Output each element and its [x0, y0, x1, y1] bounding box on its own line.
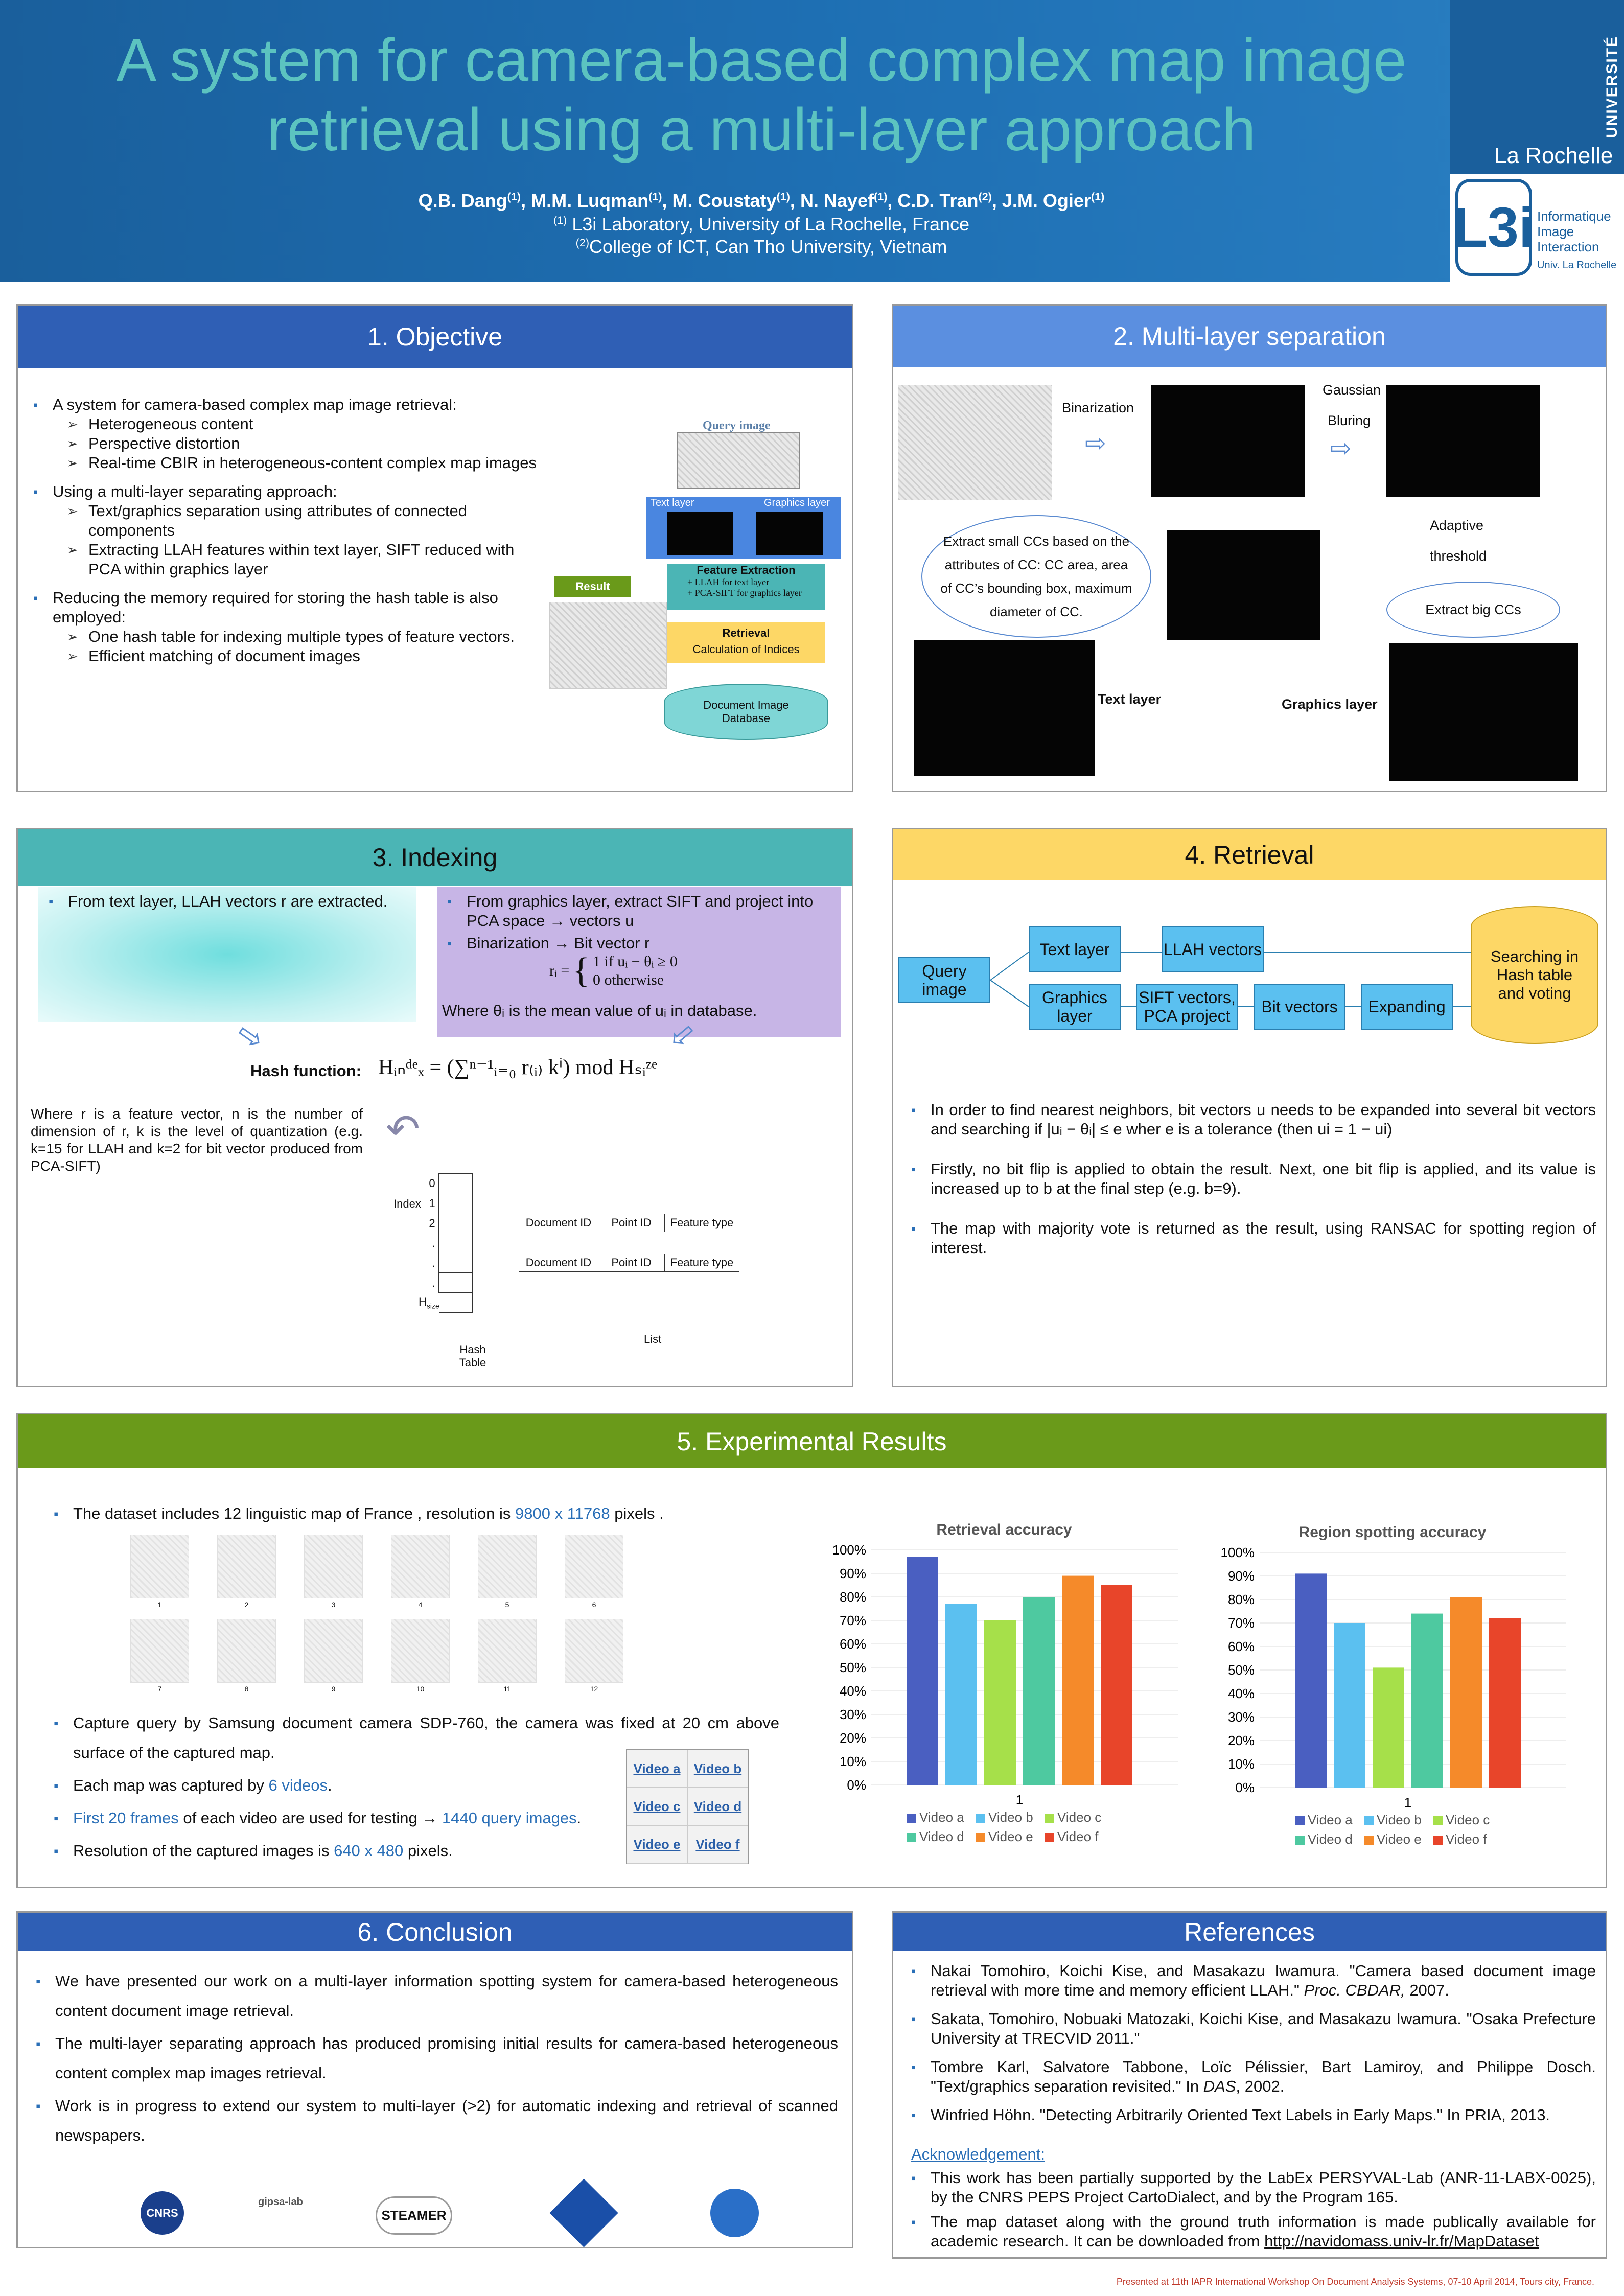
- legend-label: Video c: [1446, 1812, 1490, 1827]
- retrieval-panel: [892, 828, 1607, 1387]
- acknowledgement-item: ▪ This work has been partially supported by the LabEx PERSYVAL-Lab (ANR-11-LABX-0025), by the CNRS PEPS Project CartoDialect, and by the Program 165.: [911, 2168, 1596, 2207]
- query-image-box: Query image: [898, 957, 990, 1003]
- references-heading: References: [893, 1913, 1606, 1951]
- graphics-layer-image: [1389, 643, 1578, 781]
- hash-table-row: .: [442, 1233, 473, 1253]
- y-tick-label: 90%: [839, 1566, 866, 1581]
- graphics-layer-thumb: [756, 512, 823, 555]
- chart-title: Retrieval accuracy: [936, 1521, 1072, 1538]
- legend-swatch: [907, 1833, 916, 1842]
- author-name: J.M. Ogier: [1002, 190, 1091, 211]
- map-thumbnail: 10: [391, 1619, 450, 1693]
- arrow-down-icon: ⇨: [230, 1014, 271, 1058]
- experiments-panel: [16, 1413, 1607, 1888]
- legend-swatch: [1433, 1836, 1443, 1845]
- objective-sub-item: ➢ Extracting LLAH features within text layer, SIFT reduced with PCA within graphics layer: [53, 540, 544, 579]
- references-list: [911, 1961, 1596, 2128]
- chart-title: Region spotting accuracy: [1298, 1524, 1487, 1541]
- legend-swatch: [1295, 1836, 1305, 1845]
- extract-big-callout: Extract big CCs: [1386, 582, 1560, 638]
- conclusion-heading: 6. Conclusion: [18, 1913, 852, 1951]
- y-tick-label: 20%: [839, 1730, 866, 1746]
- author-name: C.D. Tran: [897, 190, 979, 211]
- retrieval-heading: 4. Retrieval: [893, 829, 1606, 880]
- dataset-bullet: [54, 1504, 820, 1526]
- query-image-thumb: [677, 432, 800, 489]
- bar-video-f: [1101, 1585, 1132, 1785]
- y-tick-label: 70%: [1227, 1615, 1255, 1631]
- y-tick-label: 100%: [1220, 1545, 1255, 1560]
- list-row-1: Document ID Point ID Feature type: [519, 1214, 739, 1232]
- objective-sub-item: ➢ Efficient matching of document images: [53, 646, 544, 666]
- video-grid-cell: Video d: [687, 1788, 748, 1825]
- legend-label: Video b: [1377, 1812, 1422, 1827]
- retrieval-bullet: ▪ Firstly, no bit flip is applied to obtain the result. Next, one bit flip is applied, and its value is increased up to b at the final step (e.g. b=9).: [911, 1159, 1596, 1198]
- l3i-logo: L3i: [1455, 179, 1532, 276]
- binarization-label: Binarization: [1062, 400, 1134, 415]
- y-tick-label: 40%: [839, 1683, 866, 1699]
- input-map-image: [898, 385, 1052, 500]
- map-thumbnail: 12: [565, 1619, 623, 1693]
- objective-bullet-3: ▪ Reducing the memory required for storing the hash table is also employed: ➢ One hash table for indexing multiple types of feature vectors. ➢ Efficient matching of document images: [33, 588, 544, 666]
- capture-text: ▪ Capture query by Samsung document camera SDP-760, the camera was fixed at 20 cm above surface of the captured map.: [54, 1708, 779, 1768]
- hash-table-row: .: [442, 1273, 473, 1293]
- video-grid-cell: Video c: [627, 1788, 687, 1825]
- map-thumbnail: 11: [478, 1619, 537, 1693]
- bar-video-a: [1295, 1573, 1327, 1788]
- footer-text: Presented at 11th IAPR International Workshop On Document Analysis Systems, 07-10 April 2014, Tours city, France.: [1116, 2277, 1594, 2287]
- objective-panel: [16, 304, 853, 792]
- y-tick-label: 30%: [1227, 1709, 1255, 1725]
- y-tick-label: 40%: [1227, 1686, 1255, 1701]
- author-name: M. Coustaty: [672, 190, 777, 211]
- bar-video-d: [1023, 1597, 1055, 1785]
- expanding-box: Expanding: [1361, 984, 1453, 1030]
- conclusion-bullets: [36, 1966, 838, 2153]
- legend-swatch: [1364, 1816, 1374, 1825]
- objective-sub-item: ➢ Real-time CBIR in heterogeneous-content complex map images: [53, 453, 544, 473]
- hash-table-row: 2: [442, 1213, 473, 1233]
- hash-table: [419, 1173, 473, 1313]
- indexing-box2-bullet: ▪ Binarization → Bit vector r: [447, 934, 830, 953]
- bit-vectors-box: Bit vectors: [1254, 984, 1345, 1030]
- map-thumbnail: 1: [130, 1535, 189, 1609]
- extract-small-callout: Extract small CCs based on the attributes of CC: CC area, area of CC’s bounding box, maximum diameter of CC.: [921, 515, 1151, 638]
- bar-video-e: [1450, 1597, 1482, 1788]
- indexing-where-theta: Where θᵢ is the mean value of uᵢ in database.: [442, 1002, 757, 1019]
- binarization-formula: rᵢ = { 1 if uᵢ − θᵢ ≥ 0 0 otherwise: [549, 951, 678, 990]
- resolution-text: ▪ Resolution of the captured images is 640 x 480 pixels.: [54, 1836, 779, 1866]
- bar-video-c: [1373, 1667, 1404, 1788]
- l3i-logo-text: Informatique Image Interaction Univ. La Rochelle: [1537, 208, 1617, 271]
- curved-arrow-icon: ↶: [386, 1106, 421, 1152]
- indexing-heading: 3. Indexing: [18, 829, 852, 886]
- hash-function-formula: Hᵢₙᵈᵉₓ = (∑ⁿ⁻¹ᵢ₌₀ r₍ᵢ₎ kⁱ) mod Hₛᵢᶻᵉ: [378, 1056, 658, 1079]
- video-grid-cell: Video a: [627, 1750, 687, 1788]
- y-tick-label: 80%: [839, 1589, 866, 1605]
- author-name: Q.B. Dang: [418, 190, 507, 211]
- indexing-box2-bullet: ▪ From graphics layer, extract SIFT and project into PCA space → vectors u: [447, 892, 830, 931]
- legend-label: Video d: [919, 1829, 964, 1844]
- y-tick-label: 70%: [839, 1613, 866, 1628]
- objective-sub-item: ➢ One hash table for indexing multiple types of feature vectors.: [53, 627, 544, 646]
- video-grid-cell: Video e: [627, 1826, 687, 1864]
- map-thumbnail: 9: [304, 1619, 363, 1693]
- legend-label: Video a: [919, 1810, 964, 1825]
- videos-text: ▪ Each map was captured by 6 videos.: [54, 1771, 779, 1800]
- map-thumbnail: 8: [217, 1619, 276, 1693]
- legend-label: Video f: [1446, 1831, 1487, 1847]
- legend-label: Video b: [988, 1810, 1033, 1825]
- text-layer-box: Text layer: [1029, 926, 1121, 972]
- map-thumbnail: 6: [565, 1535, 623, 1609]
- hash-table-row: 0: [442, 1173, 473, 1193]
- legend-swatch: [1364, 1836, 1374, 1845]
- hash-table-label: Hash Table: [459, 1343, 486, 1369]
- diag-result-label: Result: [554, 576, 631, 597]
- y-tick-label: 0%: [1235, 1780, 1255, 1795]
- region-spotting-chart: [1209, 1522, 1576, 1849]
- objective-sub-item: ➢ Text/graphics separation using attributes of connected components: [53, 501, 544, 540]
- database-cylinder: Document Image Database: [664, 684, 828, 740]
- experiments-heading: 5. Experimental Results: [18, 1414, 1606, 1468]
- author-name: N. Nayef: [800, 190, 874, 211]
- index-label: Index: [393, 1197, 421, 1210]
- objective-heading: 1. Objective: [18, 306, 852, 368]
- legend-label: Video d: [1308, 1831, 1353, 1847]
- retrieval-bullet: ▪ The map with majority vote is returned as the result, using RANSAC for spotting region of interest.: [911, 1219, 1596, 1258]
- legend-swatch: [1045, 1814, 1054, 1823]
- y-tick-label: 0%: [847, 1777, 866, 1793]
- map-thumbnail: 4: [391, 1535, 450, 1609]
- y-tick-label: 30%: [839, 1707, 866, 1722]
- map-thumbnail: 7: [130, 1619, 189, 1693]
- poster-title: A system for camera-based complex map image retrieval using a multi-layer approach: [116, 27, 1407, 164]
- y-tick-label: 60%: [1227, 1639, 1255, 1654]
- retrieval-flow-arrows: [893, 906, 1609, 1059]
- chart-svg: [1209, 1522, 1576, 1849]
- hash-function-label: Hash function:: [250, 1062, 361, 1080]
- video-grid-cell: Video b: [687, 1750, 748, 1788]
- y-tick-label: 50%: [1227, 1662, 1255, 1678]
- x-tick-label: 1: [1404, 1795, 1412, 1810]
- dataset-text: ▪ The dataset includes 12 linguistic map of France , resolution is 9800 x 11768 pixels .: [54, 1504, 820, 1523]
- acknowledgement-item: ▪ The map dataset along with the ground truth information is made publically available for academic research. It can be downloaded from http://navidomass.univ-lr.fr/MapDataset: [911, 2212, 1596, 2251]
- hash-table-row: 1: [442, 1193, 473, 1213]
- legend-label: Video e: [988, 1829, 1033, 1844]
- bluring-label: Bluring: [1328, 413, 1371, 428]
- objective-sub-item: ➢ Perspective distortion: [53, 434, 544, 453]
- legend-label: Video a: [1308, 1812, 1353, 1827]
- affiliation-2: $^{(2)}$College of ICT, Can Tho University, Vietnam: [575, 236, 947, 257]
- bar-video-c: [984, 1620, 1016, 1785]
- legend-label: Video f: [1057, 1829, 1099, 1844]
- sift-vectors-box: SIFT vectors, PCA project: [1136, 984, 1238, 1030]
- emblem-logo-2: [710, 2189, 759, 2237]
- binarized-image: [1151, 385, 1305, 497]
- objective-bullet-2: ▪ Using a multi-layer separating approach: ➢ Text/graphics separation using attributes of connected components ➢ Extracting LLAH features within text layer, SIFT reduced with PCA within graphics layer: [33, 482, 544, 579]
- frames-text: ▪ First 20 frames of each video are used for testing → 1440 query images.: [54, 1803, 779, 1833]
- reference-item: ▪ Sakata, Tomohiro, Nobuaki Matozaki, Koichi Kise, and Masakazu Iwamura. "Osaka Prefecture University at TRECVID 2011.": [911, 2009, 1596, 2048]
- y-tick-label: 90%: [1227, 1568, 1255, 1584]
- retrieval-bullet: ▪ In order to find nearest neighbors, bit vectors u needs to be expanded into several bit vectors and searching if |uᵢ − θᵢ| ≤ e wher e is a tolerance (then ui = 1 − ui): [911, 1100, 1596, 1139]
- layer-box: Text layer Graphics layer: [646, 497, 841, 559]
- text-layer-label: Text layer: [1098, 691, 1162, 707]
- bar-video-a: [907, 1557, 938, 1785]
- author-list: Q.B. Dang$^{(1)}$, M.M. Luqman$^{(1)}$, M. Coustaty$^{(1)}$, N. Nayef$^{(1)}$, C.D. Tran$^{(2)}$, J.M. Ogier$^{(1)}$: [418, 190, 1105, 211]
- references-panel: [892, 1911, 1607, 2259]
- gaussian-label: Gaussian: [1323, 382, 1381, 398]
- gipsa-lab-logo: gipsa-lab: [258, 2196, 303, 2208]
- graphics-layer-label: Graphics layer: [1282, 697, 1378, 712]
- list-label: List: [644, 1333, 662, 1346]
- legend-swatch: [976, 1833, 985, 1842]
- arrow-right-icon: ⇨: [1085, 429, 1106, 457]
- retrieval-bullets: [911, 1100, 1596, 1261]
- map-thumbnail: 5: [478, 1535, 537, 1609]
- legend-label: Video c: [1057, 1810, 1102, 1825]
- hash-where-text: Where r is a feature vector, n is the number of dimension of r, k is the level of quantization (e.g. k=15 for LLAH and k=2 for bit vector produced from PCA-SIFT): [31, 1106, 363, 1174]
- reference-item: ▪ Nakai Tomohiro, Koichi Kise, and Masakazu Iwamura. "Camera based document image retrieval with more time and memory efficient LLAH." Proc. CBDAR, 2007.: [911, 1961, 1596, 2000]
- conclusion-bullet: ▪ We have presented our work on a multi-layer information spotting system for camera-based heterogeneous content document image retrieval.: [36, 1966, 838, 2026]
- blurred-image: [1386, 385, 1540, 497]
- bar-video-f: [1489, 1618, 1521, 1788]
- legend-label: Video e: [1377, 1831, 1422, 1847]
- bar-video-b: [945, 1604, 977, 1785]
- llah-vectors-box: LLAH vectors: [1162, 926, 1264, 972]
- university-logo: [1450, 0, 1624, 282]
- diag-query-label: Query image: [703, 419, 771, 432]
- affiliation-1: $^{(1)}$ L3i Laboratory, University of La Rochelle, France: [553, 214, 970, 235]
- y-tick-label: 100%: [832, 1542, 866, 1558]
- emblem-logo-1: [549, 2178, 618, 2247]
- separation-panel: [892, 304, 1607, 792]
- objective-bullet-1: ▪ A system for camera-based complex map image retrieval: ➢ Heterogeneous content ➢ Perspective distortion ➢ Real-time CBIR in heterogeneous-content complex map images: [33, 395, 544, 473]
- indexing-panel: [16, 828, 853, 1387]
- feature-extraction-box: Feature Extraction + LLAH for text layer + PCA-SIFT for graphics layer: [667, 564, 825, 610]
- graphics-layer-box: [437, 887, 841, 1037]
- x-tick-label: 1: [1015, 1792, 1024, 1807]
- acknowledgement-title: Acknowledgement:: [911, 2145, 1045, 2163]
- bar-video-b: [1334, 1623, 1365, 1788]
- objective-sub-item: ➢ Heterogeneous content: [53, 414, 544, 434]
- y-tick-label: 10%: [1227, 1756, 1255, 1772]
- hash-table-cylinder: Searching in Hash table and voting: [1471, 906, 1598, 1044]
- legend-swatch: [1045, 1833, 1054, 1842]
- bar-video-d: [1411, 1614, 1443, 1788]
- video-grid-cell: Video f: [687, 1826, 748, 1864]
- adaptive-label: Adaptive: [1430, 518, 1484, 533]
- separation-heading: 2. Multi-layer separation: [893, 306, 1606, 367]
- logo-univ-text: UNIVERSITÉ: [1604, 35, 1620, 138]
- threshold-label: threshold: [1430, 548, 1487, 564]
- list-row-2: Document ID Point ID Feature type: [519, 1254, 739, 1272]
- hash-table-row: .: [442, 1253, 473, 1273]
- thresholded-image: [1167, 530, 1320, 640]
- legend-swatch: [976, 1814, 985, 1823]
- text-layer-image: [914, 640, 1095, 776]
- cnrs-logo: CNRS: [141, 2191, 184, 2235]
- dataset-link[interactable]: http://navidomass.univ-lr.fr/MapDataset: [1264, 2232, 1539, 2250]
- logo-city-text: La Rochelle: [1494, 143, 1613, 168]
- legend-swatch: [907, 1814, 916, 1823]
- author-name: M.M. Luqman: [531, 190, 649, 211]
- conclusion-panel: [16, 1911, 853, 2248]
- objective-bullets: [33, 395, 544, 669]
- indexing-box1-text: ▪ From text layer, LLAH vectors r are extracted.: [49, 892, 406, 911]
- conclusion-bullet: ▪ The multi-layer separating approach has produced promising initial results for camera-based heterogeneous content complex map images retrieval.: [36, 2029, 838, 2088]
- bar-video-e: [1062, 1576, 1094, 1785]
- retrieval-box: Retrieval Calculation of Indices: [667, 622, 825, 663]
- legend-swatch: [1433, 1816, 1443, 1825]
- y-tick-label: 10%: [839, 1754, 866, 1769]
- text-layer-box: [38, 887, 416, 1022]
- chart-svg: [820, 1519, 1188, 1846]
- arrow-right-icon: ⇨: [1330, 434, 1352, 462]
- text-layer-thumb: [667, 512, 733, 555]
- retrieval-accuracy-chart: [820, 1519, 1188, 1846]
- video-grid: [626, 1749, 749, 1864]
- map-thumbnail: 3: [304, 1535, 363, 1609]
- arrow-down-icon: ⇨: [661, 1015, 704, 1058]
- reference-item: ▪ Winfried Höhn. "Detecting Arbitrarily Oriented Text Labels in Early Maps." In PRIA, 2013.: [911, 2105, 1596, 2125]
- y-tick-label: 20%: [1227, 1733, 1255, 1748]
- graphics-layer-box: Graphics layer: [1029, 984, 1121, 1030]
- hash-table-row: $H_{size}$: [442, 1293, 473, 1313]
- y-tick-label: 80%: [1227, 1592, 1255, 1607]
- legend-swatch: [1295, 1816, 1305, 1825]
- y-tick-label: 60%: [839, 1636, 866, 1652]
- conclusion-bullet: ▪ Work is in progress to extend our system to multi-layer (>2) for automatic indexing and retrieval of scanned newspapers.: [36, 2091, 838, 2150]
- acknowledgement-list: [911, 2168, 1596, 2254]
- map-thumbnail: 2: [217, 1535, 276, 1609]
- steamer-logo: STEAMER: [376, 2196, 452, 2235]
- reference-item: ▪ Tombre Karl, Salvatore Tabbone, Loïc Pélissier, Bart Lamiroy, and Philippe Dosch. "Text/graphics separation revisited." In DAS, 2002.: [911, 2057, 1596, 2096]
- result-map-thumb: [549, 602, 667, 689]
- y-tick-label: 50%: [839, 1660, 866, 1675]
